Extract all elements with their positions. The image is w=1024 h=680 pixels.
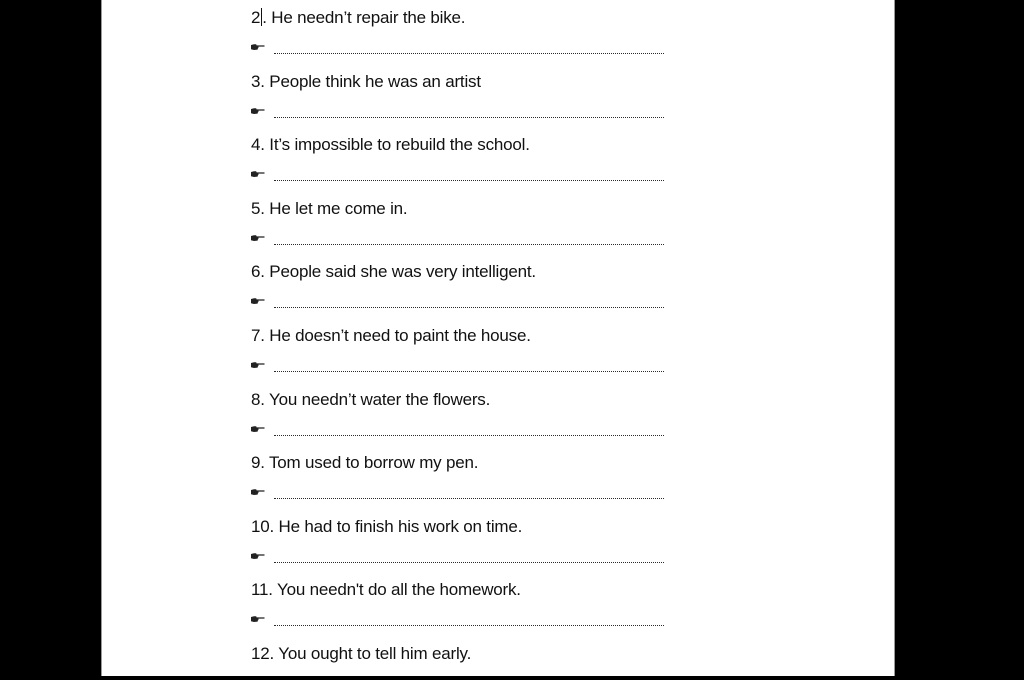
answer-blank[interactable] <box>274 244 664 245</box>
pointing-hand-icon <box>251 361 265 369</box>
answer-line[interactable] <box>251 103 691 123</box>
exercise-item <box>251 7 691 71</box>
answer-line[interactable] <box>251 611 691 631</box>
question-text[interactable]: 3. People think he was an artist <box>251 71 481 91</box>
answer-line[interactable] <box>251 230 691 250</box>
exercise-item <box>251 389 691 453</box>
document-page <box>101 0 895 676</box>
exercise-item <box>251 452 691 516</box>
exercise-item <box>251 579 691 643</box>
answer-blank[interactable] <box>274 435 664 436</box>
exercise-item <box>251 516 691 580</box>
pointing-hand-icon <box>251 170 265 178</box>
pointing-hand-icon <box>251 615 265 623</box>
exercise-item <box>251 134 691 198</box>
answer-line[interactable] <box>251 357 691 377</box>
answer-blank[interactable] <box>274 562 664 563</box>
pointing-hand-icon <box>251 552 265 560</box>
exercise-item <box>251 261 691 325</box>
question-text[interactable]: 7. He doesn’t need to paint the house. <box>251 325 531 345</box>
question-text[interactable]: 8. You needn’t water the flowers. <box>251 389 491 409</box>
question-text[interactable]: 12. You ought to tell him early. <box>251 643 472 663</box>
exercise-item <box>251 71 691 135</box>
exercise-list <box>251 7 691 676</box>
exercise-item <box>251 198 691 262</box>
answer-blank[interactable] <box>274 307 664 308</box>
answer-blank[interactable] <box>274 371 664 372</box>
pointing-hand-icon <box>251 425 265 433</box>
answer-blank[interactable] <box>274 180 664 181</box>
answer-line[interactable] <box>251 548 691 568</box>
question-text[interactable]: 6. People said she was very intelligent. <box>251 262 536 282</box>
question-text[interactable]: 11. You needn't do all the homework. <box>251 580 521 600</box>
pointing-hand-icon <box>251 107 265 115</box>
answer-line[interactable] <box>251 484 691 504</box>
question-text[interactable]: 9. Tom used to borrow my pen. <box>251 453 479 473</box>
answer-line[interactable] <box>251 293 691 313</box>
answer-line[interactable] <box>251 166 691 186</box>
answer-blank[interactable] <box>274 498 664 499</box>
answer-blank[interactable] <box>274 117 664 118</box>
question-text[interactable]: 10. He had to finish his work on time. <box>251 516 523 536</box>
exercise-item <box>251 643 691 676</box>
question-text[interactable]: 5. He let me come in. <box>251 198 408 218</box>
pointing-hand-icon <box>251 234 265 242</box>
question-text[interactable]: 2 . He needn’t repair the bike. <box>251 8 466 27</box>
pointing-hand-icon <box>251 488 265 496</box>
answer-line[interactable] <box>251 421 691 441</box>
pointing-hand-icon <box>251 297 265 305</box>
answer-line[interactable] <box>251 39 691 59</box>
answer-blank[interactable] <box>274 625 664 626</box>
question-text[interactable]: 4. It’s impossible to rebuild the school. <box>251 135 530 155</box>
exercise-item <box>251 325 691 389</box>
answer-blank[interactable] <box>274 53 664 54</box>
pointing-hand-icon <box>251 43 265 51</box>
